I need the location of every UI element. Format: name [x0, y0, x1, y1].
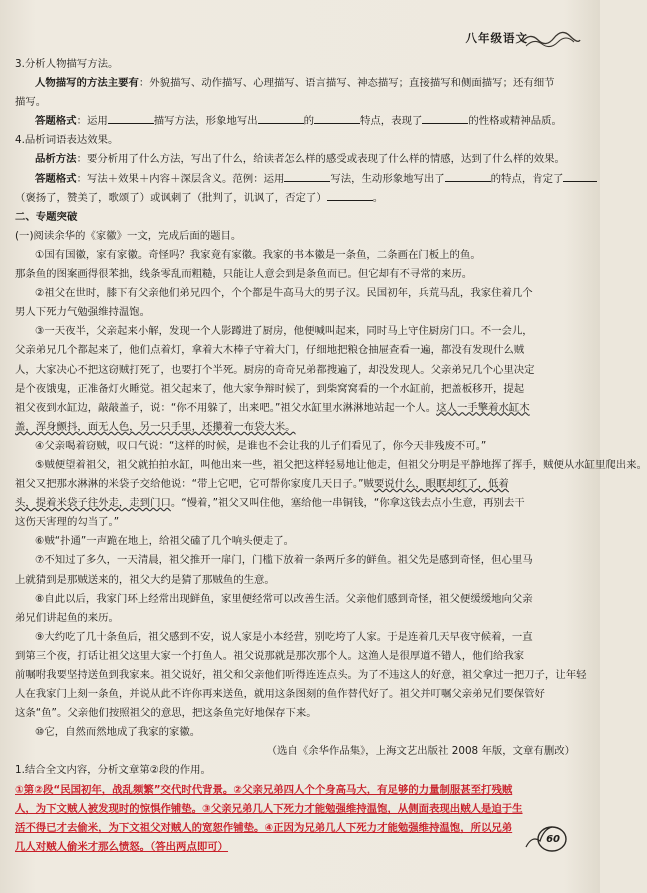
section4-title: 4.品析词语表达效果。	[15, 134, 119, 147]
paragraph-7: ⑦不知过了多久，一天清晨，祖父推开一扉门，门槛下放着一条两斤多的鲜鱼。祖父先是感到奇怪，但心里马	[35, 554, 533, 567]
paragraph-2: ②祖父在世时，膝下有父亲他们弟兄四个，个个都是牛高马大的男子汉。民国初年，兵荒马乱，我家住着几个	[35, 287, 533, 300]
format-label: 答题格式	[35, 115, 77, 128]
paragraph-5: ⑤贼便望着祖父，祖父就拍拍水缸，叫他出来一些，祖父把这样轻易地让他走，但祖父分明是平静地挥了挥手，贼便从水缸里爬出来。	[35, 458, 647, 471]
question-1: 1.结合全文内容，分析文章第②段的作用。	[15, 764, 211, 777]
paragraph-8: ⑧自此以后，我家门环上经常出现鲜鱼，家里便经常可以改善生活。父亲他们感到奇怪，祖父便缓缓地向父亲	[35, 592, 533, 605]
section3-title: 3.分析人物描写方法。	[15, 58, 119, 70]
blank	[445, 171, 491, 182]
answer-line-4: 几人对贼人偷米才那么愤怒。（答出两点即可）	[15, 840, 229, 853]
header-grade-subject: 八年级语文	[465, 31, 528, 45]
answer-line-1: ①第②段“民国初年，战乱频繁”交代时代背景。②父亲兄弟四人个个身高马大，有足够的力量制服甚至打残贼	[15, 783, 513, 796]
wavy-underline-text: 这人一手擎着水缸木	[436, 401, 530, 414]
paragraph-6: ⑥贼“扑通”一声跪在地上，给祖父磕了几个响头便走了。	[35, 535, 295, 548]
blank	[108, 113, 154, 124]
blank	[422, 113, 468, 124]
paragraph-1: ①国有国徽，家有家徽。奇怪吗？我家竟有家徽。我家的书本徽是一条鱼，二条画在门板上的鱼。	[35, 248, 481, 261]
paragraph-4: ④父亲喝着窃贼，叹口气说：“这样的时候，是谁也不会让我的儿子们看见了，你今天非残废不可。”	[35, 439, 487, 452]
blank	[327, 190, 373, 201]
section4-format-line2: （褒扬了，赞美了，歌颂了）或讽刺了（批判了，讥讽了，否定了） 。	[15, 191, 384, 204]
methods-label: 人物描写的方法主要有	[35, 77, 139, 90]
header-wave-decoration	[520, 28, 582, 50]
page-number: 60	[546, 834, 560, 845]
blank	[284, 171, 330, 182]
section4-method: 品析方法：要分析用了什么方法，写出了什么，给读者怎么样的感受或表现了什么样的情感，达到了什么样的效果。	[35, 153, 565, 166]
section4-format: 答题格式：写法＋效果＋内容＋深层含义。范例：运用 写法，生动形象地写出了 的特点，肯定了	[15, 170, 581, 189]
answer-line-2: 人，为下文贼人被发现时的惊惧作铺垫。③父亲兄弟几人下死力才能勉强维持温饱，从侧面表现出贼人是迫于生	[15, 802, 523, 815]
wavy-underline-text: 要说什么，眼眶却红了，低着	[373, 478, 509, 491]
section-two-title: 二、专题突破	[15, 210, 78, 223]
blank	[314, 113, 360, 124]
source-citation: （选自《余华作品集》，上海文艺出版社 2008 年版，文章有删改）	[266, 745, 575, 758]
paragraph-3: ③一天夜半，父亲起来小解，发现一个人影蹲进了厨房，他便喊叫起来，同时马上守住厨房门口。不一会儿，	[35, 325, 533, 338]
methods-line1: ：外貌描写、动作描写、心理描写、语言描写、神态描写；直接描写和侧面描写；还有细节	[138, 77, 555, 90]
section3-format: 答题格式：运用 描写方法，形象地写出 的 特点，表现了 的性格或精神品质。	[35, 115, 562, 128]
paragraph-9: ⑨大约吃了几十条鱼后，祖父感到不安，说人家是小本经营，别吃垮了人家。于是连着几天早夜守候着，一直	[35, 630, 533, 643]
answer-line-3: 活不得已才去偷米，为下文祖父对贼人的宽恕作铺垫。④正因为兄弟几人下死力才能勉强维持温饱，所以兄弟	[15, 821, 513, 834]
methods-line2: 描写。	[15, 96, 47, 109]
blank	[258, 113, 304, 124]
main-content: 3.分析人物描写方法。 人物描写的方法主要有：外貌描写、动作描写、心理描写、语言描写、神态描写；直接描写和侧面描写；还有细节 描写。 答题格式：运用 描写方法，形象地写出 的 特点，表现了 的性格或精神品质。 4.品析词语表达效果。 品析方法：要分析用了什么方法，写出了什么，给读者怎么样的感受或表现了什么样的情感，达到了什么样的效果。 答题格式：写法＋效果＋内容＋深层含义。范例：运用 写法，生动形象地写出了 的特点，肯定了 （褒扬了，赞美了，歌颂了）或讽刺了（批判了，讥讽了，否定了） 。 二、专题突破 (一)阅读余华的《家徽》一文，完成后面的题目。 ①国有国徽，家有家徽。奇怪吗？我家竟有家徽。我家的书本徽是一条鱼，二条画在门板上的鱼。 那条鱼的图案画得很苯拙，线条零乱而粗糙，只能让人意会到是条鱼而已。但它却有不寻常的来历。 ②祖父在世时，膝下有父亲他们弟兄四个，个个都是牛高马大的男子汉。民国初年，兵荒马乱，我家住着几个 男人下死力气勉强维持温饱。 ③一天夜半，父亲起来小解，发现一个人影蹲进了厨房，他便喊叫起来，同时马上守住厨房门口。不一会儿， 父亲弟兄几个都起来了，他们点着灯，拿着大木棒子守着大门，仔细地把粮仓抽屉查看一遍，都没有发现什么贼 人，大家决心不把这窃贼打死了，也要打个半死。厨房的奇奇兄弟都搜遍了，却没发现人。父亲弟兄几个心里决定 是个夜饿鬼，正准备灯火睡觉。祖父起来了，他大家争辩时候了，到柴窝窝看的一个水缸前，把盖板移开，提起 祖父夜到水缸边，敲敲盖子，说：“你不用躲了，出来吧。”祖父水缸里水淋淋地站起一个人。这人一手擎着水缸木 盖，浑身颤抖，面无人色，另一只手里，还攥着一布袋大米。 ④父亲喝着窃贼，叹口气说：“这样的时候，是谁也不会让我的儿子们看见了，你今天非残废不可。” ⑤贼便望着祖父，祖父就拍拍水缸，叫他出来一些，祖父把这样轻易地让他走，但祖父分明是平静地挥了挥手，贼便从水缸里爬出来。 祖父又把那水淋淋的米袋子交给他说：“带上它吧，它可帮你家度几天日子。”贼要说什么，眼眶却红了，低着 头，提着米袋子往外走，走到门口。“慢着，”祖父又叫住他，塞给他一串铜钱，“你拿这钱去点小生意，再别去干 这伤天害理的勾当了。” ⑥贼“扑通”一声跪在地上，给祖父磕了几个响头便走了。 ⑦不知过了多久，一天清晨，祖父推开一扉门，门槛下放着一条两斤多的鲜鱼。祖父先是感到奇怪，但心里马 上就猜到是那贼送来的，祖父大约是猜了那贼鱼的生意。 ⑧自此以后，我家门环上经常出现鲜鱼，家里便经常可以改善生活。父亲他们感到奇怪，祖父便缓缓地向父亲 弟兄们讲起鱼的来历。 ⑨大约吃了几十条鱼后，祖父感到不安，说人家是小本经营，别吃垮了人家。于是连着几天早夜守候着，一直 到第三个夜，打话让祖父这里大家一个打鱼人。祖父说那就是那次那个人。这渔人是很厚道不错人，他们给我家 前嘱咐我要坚持送鱼到我家来。祖父说好，祖父和父亲他们听得连连点头。为了不违这人的好意，祖父拿过一把刀子，让年轻 人在我家门上刻一条鱼，并说从此不许你再来送鱼，就用这条图刻的鱼作替代好了。祖父并叮嘱父亲弟兄们要保管好 这条“鱼”。父亲他们按照祖父的意思，把这条鱼完好地保存下来。 ⑩它，自然而然地成了我家的家徽。 （选自《余华作品集》，上海文艺出版社 2008 年版，文章有删改） 1.结合全文内容，分析文章第②段的作用。 ①第②段“民国初年，战乱频繁”交代时代背景。②父亲兄弟四人个个身高马大，有足够的力量制服甚至打残贼 人，为下文贼人被发现时的惊惧作铺垫。③父亲兄弟几人下死力才能勉强维持温饱，从侧面表现出贼人是迫于生 活不得已才去偷米，为下文祖父对贼人的宽恕作铺垫。④正因为兄弟几人下死力才能勉强维持温饱，所以兄弟 几人对贼人偷米才那么愤怒。（答出两点即可）	[15, 55, 581, 857]
paragraph-10: ⑩它，自然而然地成了我家的家徽。	[35, 726, 201, 739]
blank	[563, 171, 597, 182]
section3-methods	[15, 74, 581, 93]
wavy-underline-text: 头，提着米袋子往外走，走到门口	[15, 497, 171, 510]
wavy-underline-text: 盖，浑身颤抖，面无人色，另一只手里，还攥着一布袋大米。	[15, 420, 296, 433]
reading-intro: (一)阅读余华的《家徽》一文，完成后面的题目。	[15, 229, 242, 242]
